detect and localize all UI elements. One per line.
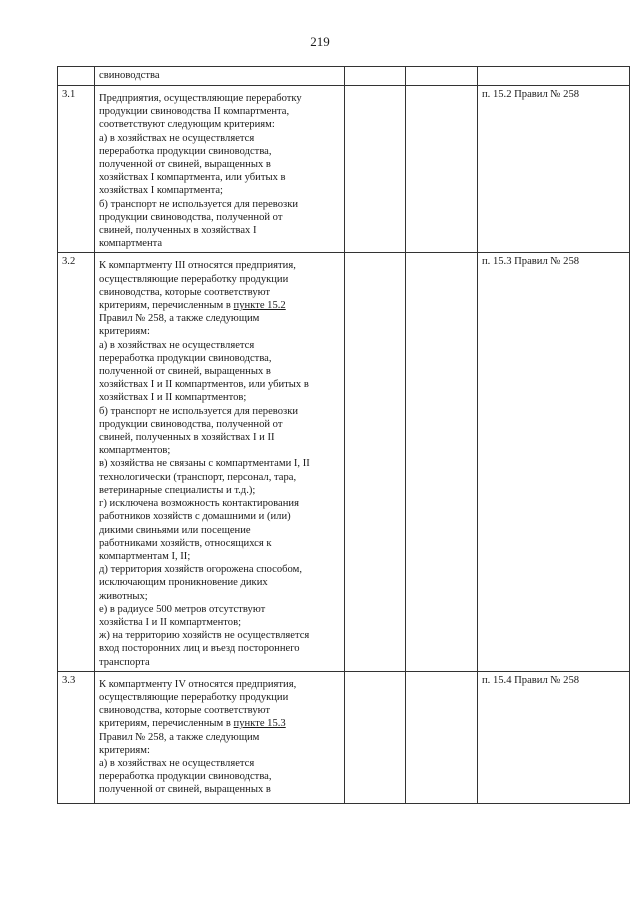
row-number: 3.3 <box>58 671 95 803</box>
criteria-line: компартментам I, II; <box>99 550 191 562</box>
criteria-line: хозяйствах I компартмента, или убитых в <box>99 172 286 184</box>
criteria-line: б) транспорт не используется для перевозки <box>99 198 299 210</box>
criteria-line: хозяйства I и II компартментов; <box>99 616 242 628</box>
cell-empty <box>406 67 478 86</box>
criteria-line: Правил № 258, а также следующим <box>99 313 260 325</box>
cell-reference: п. 15.3 Правил № 258 <box>478 253 630 671</box>
criteria-line: компартмента <box>99 238 163 250</box>
criteria-line: продукции свиноводства II компартмента, <box>99 106 290 118</box>
criteria-text: критериям, перечисленным в <box>99 300 234 312</box>
criteria-line: переработка продукции свиноводства, <box>99 145 272 157</box>
criteria-line: критериям: <box>99 744 150 756</box>
criteria-line: свиней, полученных в хозяйствах I и II <box>99 432 275 444</box>
criteria-line: полученной от свиней, выращенных в <box>99 784 271 796</box>
criteria-line: хозяйствах I компартмента; <box>99 185 223 197</box>
criteria-line: Предприятия, осуществляющие переработку <box>99 93 302 104</box>
criteria-line: д) территория хозяйств огорожена способом, <box>99 564 303 576</box>
link-point-15-2[interactable]: пункте 15.2 <box>233 300 286 312</box>
table-row-3-2 <box>58 253 630 671</box>
criteria-line: е) в радиусе 500 метров отсутствуют <box>99 603 266 615</box>
criteria-line: продукции свиноводства, полученной от <box>99 418 283 430</box>
link-point-15-3[interactable]: пункте 15.3 <box>233 718 286 730</box>
cell-criteria <box>95 671 345 803</box>
cell-criteria: свиноводства <box>95 67 345 86</box>
criteria-line: переработка продукции свиноводства, <box>99 771 272 783</box>
criteria-line: осуществляющие переработку продукции <box>99 691 289 703</box>
cell-empty <box>345 86 406 253</box>
criteria-line: К компартменту III относятся предприятия, <box>99 260 296 272</box>
criteria-line: работников хозяйств с домашними и (или) <box>99 511 291 523</box>
cell-reference: п. 15.4 Правил № 258 <box>478 671 630 803</box>
criteria-line: ж) на территорию хозяйств не осуществляется <box>99 630 310 642</box>
criteria-line: а) в хозяйствах не осуществляется <box>99 339 255 351</box>
criteria-line: хозяйствах I и II компартментов; <box>99 392 247 404</box>
cell-empty <box>406 671 478 803</box>
criteria-line: дикими свиньями или посещение <box>99 524 251 536</box>
cell-number <box>58 67 95 86</box>
criteria-table <box>57 66 630 804</box>
cell-empty <box>345 67 406 86</box>
criteria-line: работниками хозяйств, относящихся к <box>99 537 272 549</box>
criteria-line <box>99 717 340 730</box>
criteria-line: свиноводства, которые соответствуют <box>99 705 271 717</box>
cell-criteria <box>95 86 345 253</box>
criteria-line: К компартменту IV относятся предприятия, <box>99 678 297 690</box>
criteria-line: переработка продукции свиноводства, <box>99 352 272 364</box>
criteria-line <box>99 299 340 312</box>
cell-empty <box>345 253 406 671</box>
table-row-continued <box>58 67 630 86</box>
criteria-line: вход посторонних лиц и въезд постороннего <box>99 643 300 655</box>
criteria-line: Правил № 258, а также следующим <box>99 731 260 743</box>
criteria-line: б) транспорт не используется для перевозки <box>99 405 299 417</box>
cell-reference <box>478 67 630 86</box>
cell-criteria <box>95 253 345 671</box>
criteria-line: полученной от свиней, выращенных в <box>99 366 271 378</box>
criteria-line: свиноводства, которые соответствуют <box>99 286 271 298</box>
row-number: 3.2 <box>58 253 95 671</box>
criteria-line: в) хозяйства не связаны с компартментами I, II <box>99 458 310 470</box>
criteria-line: критериям: <box>99 326 150 338</box>
criteria-line: полученной от свиней, выращенных в <box>99 159 271 171</box>
criteria-text: критериям, перечисленным в <box>99 718 234 730</box>
criteria-line: г) исключена возможность контактирования <box>99 498 299 510</box>
criteria-line: соответствуют следующим критериям: <box>99 119 275 131</box>
criteria-line: свиней, полученных в хозяйствах I <box>99 225 257 237</box>
cell-reference: п. 15.2 Правил № 258 <box>478 86 630 253</box>
criteria-line: технологически (транспорт, персонал, тара, <box>99 471 297 483</box>
table-row-3-3 <box>58 671 630 803</box>
criteria-line: а) в хозяйствах не осуществляется <box>99 132 255 144</box>
criteria-line: транспорта <box>99 656 150 668</box>
row-number: 3.1 <box>58 86 95 253</box>
page-number: 219 <box>310 34 330 49</box>
criteria-line: хозяйствах I и II компартментов, или убитых в <box>99 379 309 391</box>
cell-empty <box>406 86 478 253</box>
criteria-line: ветеринарные специалисты и т.д.); <box>99 484 256 496</box>
cell-empty <box>345 671 406 803</box>
criteria-line: а) в хозяйствах не осуществляется <box>99 757 255 769</box>
criteria-line: исключающим проникновение диких <box>99 577 268 589</box>
criteria-line: животных; <box>99 590 148 602</box>
criteria-line: осуществляющие переработку продукции <box>99 273 289 285</box>
criteria-line: продукции свиноводства, полученной от <box>99 211 283 223</box>
criteria-line: компартментов; <box>99 445 171 457</box>
table-row-3-1 <box>58 86 630 253</box>
cell-empty <box>406 253 478 671</box>
